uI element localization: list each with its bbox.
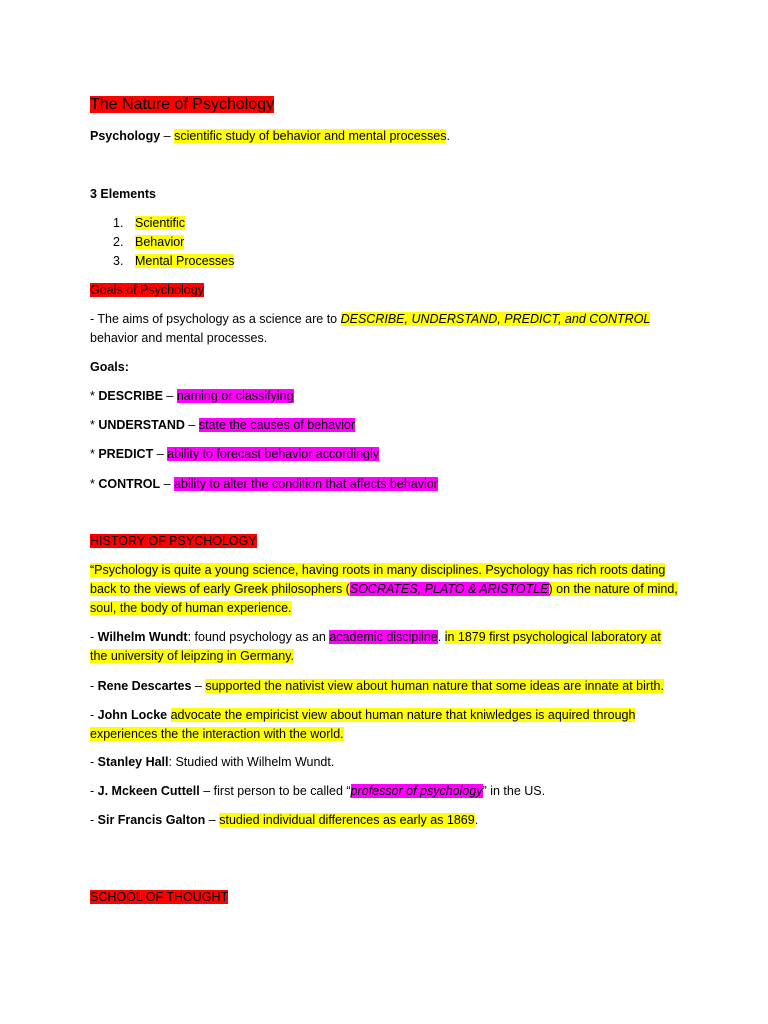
- list-item: 1. Scientific: [113, 216, 186, 230]
- list-item: 2. Behavior: [113, 235, 185, 249]
- hall-entry: - Stanley Hall: Studied with Wilhelm Wundt.: [90, 755, 335, 769]
- elements-heading: 3 Elements: [90, 187, 157, 201]
- galton-entry: - Sir Francis Galton – studied individual differences as early as 1869.: [90, 813, 479, 827]
- goal-predict: * PREDICT – ability to forecast behavior accordingly: [90, 447, 380, 461]
- descartes-entry: - Rene Descartes – supported the nativist view about human nature that some ideas are innate at birth.: [90, 679, 664, 693]
- goal-control: * CONTROL – ability to alter the condition that affects behavior: [90, 477, 438, 491]
- history-intro: “Psychology is quite a young science, having roots in many disciplines. Psychology has rich roots dating back to the views of early Greek philosophers (SOCRATES, PLATO & ARISTOTLE) on the nature of mind, soul, the body of human experience.: [90, 563, 678, 615]
- history-heading: HISTORY OF PSYCHOLOGY: [90, 534, 257, 548]
- goal-understand: * UNDERSTAND – state the causes of behavior: [90, 418, 356, 432]
- aims-paragraph: - The aims of psychology as a science are to DESCRIBE, UNDERSTAND, PREDICT, and CONTROL behavior and mental processes.: [90, 312, 651, 345]
- goals-heading: Goals of Psychology: [90, 283, 204, 297]
- locke-entry: - John Locke advocate the empiricist view about human nature that kniwledges is aquired through experiences the the interaction with the world.: [90, 708, 636, 741]
- goal-describe: * DESCRIBE – naming or classifying: [90, 389, 294, 403]
- list-item: 3. Mental Processes: [113, 254, 235, 268]
- wundt-entry: - Wilhelm Wundt: found psychology as an academic discipline. in 1879 first psychological laboratory at the university of leipzing in Germany.: [90, 630, 661, 663]
- school-heading: SCHOOL OF THOUGHT: [90, 890, 229, 904]
- cuttell-entry: - J. Mckeen Cuttell – first person to be called “professor of psychology” in the US.: [90, 784, 546, 798]
- document-title: The Nature of Psychology: [90, 96, 275, 113]
- goals-label: Goals:: [90, 360, 129, 374]
- psychology-definition: Psychology – scientific study of behavior and mental processes.: [90, 129, 450, 143]
